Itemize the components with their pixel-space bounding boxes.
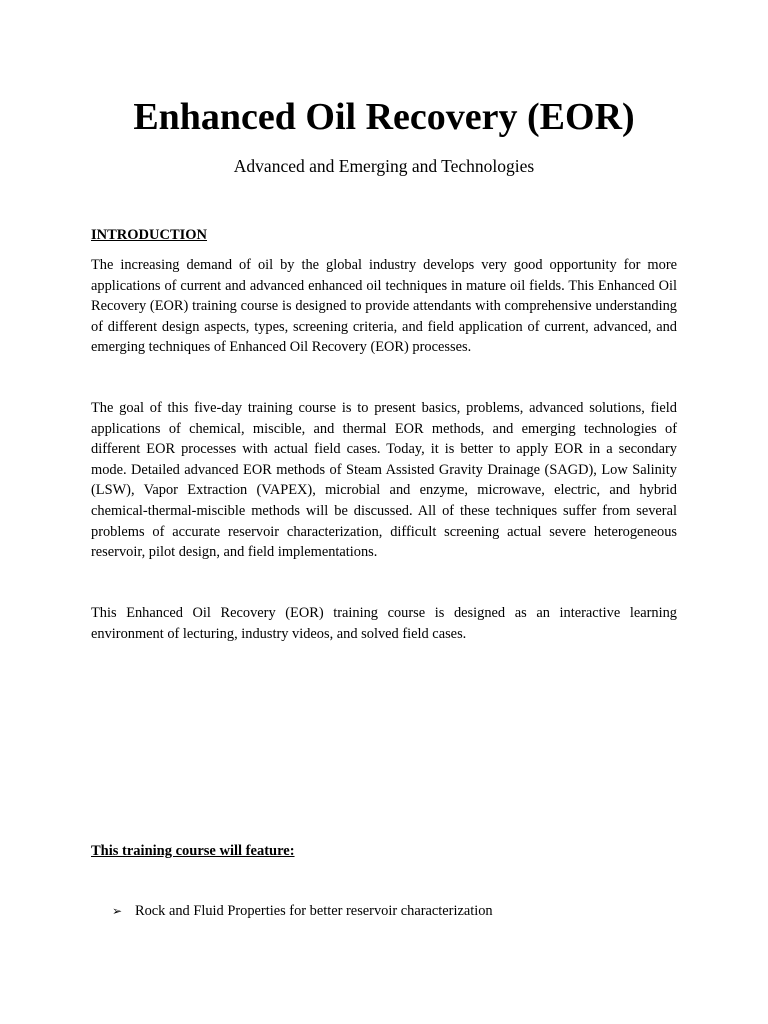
list-item [112, 901, 712, 921]
features-heading: This training course will feature: [91, 843, 295, 859]
features-list [112, 901, 712, 921]
arrowhead-bullet-icon: ➢ [112, 904, 123, 918]
introduction-heading: INTRODUCTION [91, 227, 208, 243]
feature-text: Rock and Fluid Properties for better reservoir characterization [135, 903, 493, 919]
document-subtitle: Advanced and Emerging and Technologies [233, 156, 535, 176]
document-title: Enhanced Oil Recovery (EOR) [133, 96, 635, 138]
paragraph-intro-1: The increasing demand of oil by the global industry develops very good opportunity for more applications of current and advanced enhanced oil techniques in mature oil fields. This Enhanced Oil Recovery (EOR) training course is designed to provide attendants with comprehensive understanding of different design aspects, types, screening criteria, and field application of current, advanced, and emerging techniques of Enhanced Oil Recovery (EOR) processes. [91, 257, 677, 356]
paragraph-intro-2: The goal of this five-day training course is to present basics, problems, advanced solutions, field applications of chemical, miscible, and thermal EOR methods, and emerging technologies of different EOR processes with actual field cases. Today, it is better to apply EOR in a secondary mode. Detailed advanced EOR methods of Steam Assisted Gravity Drainage (SAGD), Low Salinity (LSW), Vapor Extraction (VAPEX), microbial and enzyme, microwave, electric, and hybrid chemical-thermal-miscible methods will be discussed. All of these techniques suffer from several problems of accurate reservoir characterization, difficult screening actual severe heterogeneous reservoir, pilot design, and field implementations. [91, 400, 677, 561]
paragraph-intro-3: This Enhanced Oil Recovery (EOR) training course is designed as an interactive learning environment of lecturing, industry videos, and solved field cases. [91, 605, 677, 642]
